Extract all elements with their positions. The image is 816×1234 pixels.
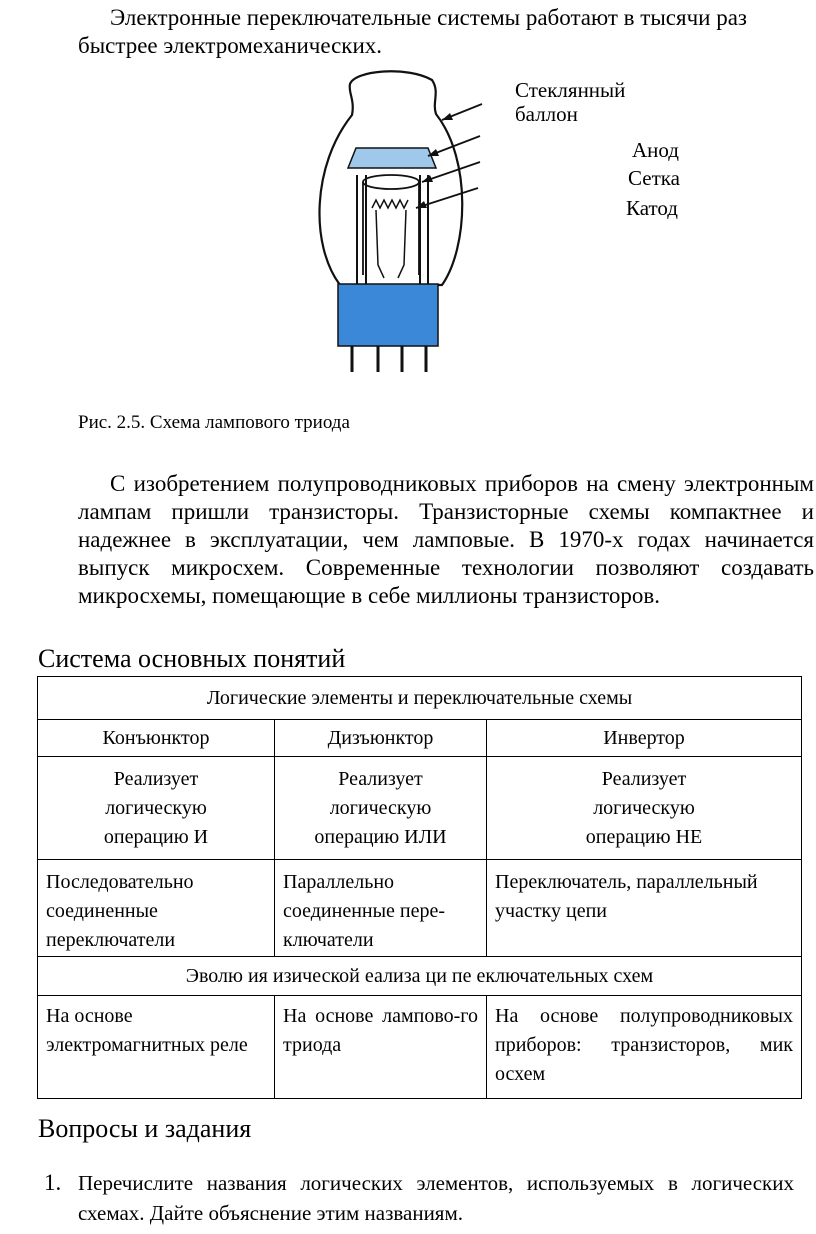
intro-paragraph: Электронные переключательные системы работают в тысячи раз быстрее электромеханических.: [78, 5, 748, 58]
table-row: [38, 677, 802, 720]
triode-illustration: [300, 70, 720, 390]
column-header: Дизъюнктор: [275, 720, 487, 757]
table-cell: На основе электромагнитных реле: [38, 996, 275, 1099]
table-cell: Реализует логическую операцию И: [38, 757, 275, 860]
table-row: [38, 996, 802, 1099]
question-text: Перечислите названия логических элементов, используемых в логических схемах. Дайте объяснение этим названиям.: [78, 1171, 794, 1225]
table-row: [38, 860, 802, 957]
table-cell: Реализует логическую операцию ИЛИ: [275, 757, 487, 860]
table-subtitle: Эволю ия изической еализа ци пе еключательных схем: [38, 957, 802, 996]
grid-top: [363, 175, 419, 189]
table-title: Логические элементы и переключательные схемы: [38, 677, 802, 720]
figure-caption: Рис. 2.5. Схема лампового триода: [78, 412, 350, 433]
triode-figure: [300, 70, 720, 390]
table-cell: Параллельно соединенные пере-ключатели: [275, 860, 487, 957]
glass-bulb-label: Стеклянный баллон: [515, 78, 626, 126]
table-row: [38, 720, 802, 757]
table-cell: На основе лампово-го триода: [275, 996, 487, 1099]
anode-label: Анод: [632, 138, 679, 162]
table-cell: Переключатель, параллельный участку цепи: [487, 860, 802, 957]
question-number: 1.: [44, 1170, 62, 1195]
grid-label: Сетка: [628, 166, 680, 190]
cathode-filament: [372, 200, 408, 208]
glass-bulb-outline: [319, 71, 462, 285]
concepts-table: [37, 676, 802, 1099]
question-item: [44, 1168, 794, 1228]
cathode-label: Катод: [626, 196, 678, 220]
table-row: [38, 757, 802, 860]
bulb-base: [338, 284, 438, 346]
column-header: Конъюнктор: [38, 720, 275, 757]
table-cell: На основе полупроводниковых приборов: транзисторов, мик осхем: [487, 996, 802, 1099]
body-paragraph: С изобретением полупроводниковых приборов на смену электронным лампам пришли транзисторы. Транзисторные схемы компактнее и надежнее в эксплуатации, чем ламповые. В 1970-х годах начинается выпуск микросхем. Современные технологии позволяют создавать микросхемы, помещающие в себе миллионы транзисторов.: [78, 471, 814, 608]
table-row: [38, 957, 802, 996]
column-header: Инвертор: [487, 720, 802, 757]
table-cell: Последовательно соединенные переключатели: [38, 860, 275, 957]
section-heading-concepts: Система основных понятий: [38, 644, 346, 673]
section-heading-questions: Вопросы и задания: [38, 1114, 252, 1143]
anode-plate: [348, 148, 436, 168]
table-cell: Реализует логическую операцию НЕ: [487, 757, 802, 860]
